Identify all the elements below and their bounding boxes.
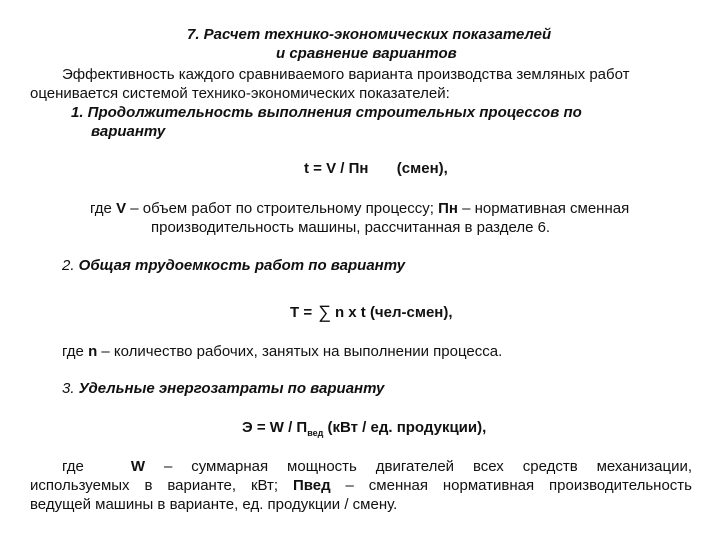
item2-where-rest: – количество рабочих, занятых на выполнении процесса.: [97, 343, 503, 360]
item3-formula-right: (кВт / ед. продукции),: [323, 419, 487, 436]
item1-title-line1: 1. Продолжительность выполнения строительных процессов по: [71, 104, 582, 121]
item3-where-line2: [30, 477, 692, 495]
item3-title-text: Удельные энергозатраты по варианту: [74, 380, 385, 397]
item3-where-line1-rest: – суммарная мощность двигателей всех средств механизации,: [163, 458, 692, 475]
item2-number: 2.: [62, 257, 75, 274]
item1-where-line1: [90, 200, 629, 218]
item2-formula-left: T =: [290, 304, 313, 321]
item2-where-prefix: где: [62, 343, 89, 360]
item1-where-prefix: где: [90, 200, 117, 217]
item3-number: 3.: [62, 380, 75, 397]
item3-where-line2-rest: – сменная нормативная производительность: [345, 477, 692, 494]
item3-formula: [242, 419, 486, 442]
item1-formula-unit: (смен),: [396, 160, 448, 177]
item3-where-line2-prefix: используемых в варианте, кВт;: [30, 477, 293, 494]
item2-formula-right: n x t (чел-смен),: [334, 304, 453, 321]
section-heading-line2: и сравнение вариантов: [276, 45, 457, 62]
item1-where-mid: – объем работ по строительному процессу;: [126, 200, 439, 217]
sigma-symbol: ∑: [318, 302, 331, 322]
item3-where-line1: [30, 458, 692, 476]
item3-formula-left: Э = W / П: [242, 419, 308, 436]
item2-title: [62, 257, 405, 275]
item2-where-n: n: [88, 343, 98, 360]
item3-title: [62, 380, 384, 398]
item3-where-line3: ведущей машины в варианте, ед. продукции / смену.: [30, 496, 398, 513]
item2-where: [62, 343, 502, 361]
item1-where-pn: Пн: [438, 200, 458, 217]
item1-title-line2: варианту: [91, 123, 166, 140]
item3-where-w: W: [130, 458, 146, 475]
item1-where-v: V: [116, 200, 127, 217]
item2-title-text: Общая трудоемкость работ по варианту: [74, 257, 406, 274]
item1-formula: [304, 160, 448, 178]
item1-where-line2: производительность машины, рассчитанная в разделе 6.: [151, 219, 551, 236]
item3-where-prefix: где: [62, 458, 84, 475]
intro-line1: Эффективность каждого сравниваемого варианта производства земляных работ: [62, 66, 630, 83]
item1-where-suffix: – нормативная сменная: [457, 200, 630, 217]
section-heading-line1: 7. Расчет технико-экономических показателей: [187, 26, 552, 43]
item3-formula-subscript: вед: [307, 428, 324, 438]
item2-formula: [290, 302, 453, 322]
intro-line2: оценивается системой технико-экономических показателей:: [30, 85, 450, 102]
item1-formula-expression: t = V / Пн: [304, 160, 369, 177]
item3-where-pved: Пвед: [292, 477, 331, 494]
